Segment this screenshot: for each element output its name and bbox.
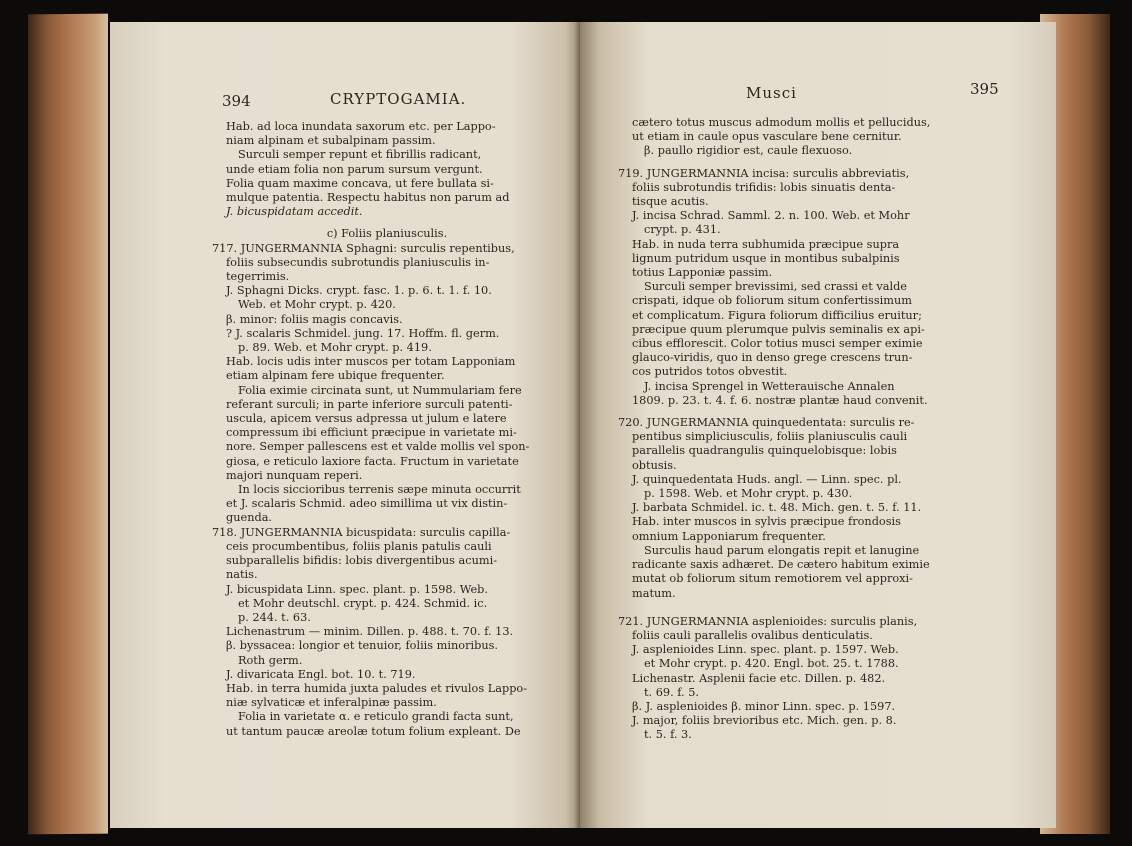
text-line: matum. <box>632 586 676 600</box>
section-heading: c) Foliis planiusculis. <box>326 227 448 241</box>
text-line: guenda. <box>226 511 273 525</box>
text-line: J. Sphagni Dicks. crypt. fasc. 1. p. 6. t. 1. f. 10. <box>226 284 492 298</box>
text-line: omnium Lapponiarum frequenter. <box>632 529 826 543</box>
text-line: Web. et Mohr crypt. p. 420. <box>238 298 396 312</box>
text-line: præcipue quum plerumque pulvis seminalis ex api- <box>632 322 925 336</box>
text-line: β. J. asplenioides β. minor Linn. spec. p. 1597. <box>632 699 896 713</box>
text-line: obtusis. <box>632 458 677 472</box>
text-line: J. incisa Schrad. Samml. 2. n. 100. Web. et Mohr <box>632 209 910 223</box>
text-line: ut tantum paucæ areolæ totum folium expleant. De <box>226 724 521 738</box>
text-line: β. minor: foliis magis concavis. <box>226 312 403 326</box>
text-line: J. bicuspidata Linn. spec. plant. p. 1598. Web. <box>226 582 488 596</box>
text-line: nore. Semper pallescens est et valde mollis vel spon- <box>226 440 530 454</box>
text-line: Hab. in terra humida juxta paludes et rivulos Lappo- <box>226 681 528 695</box>
text-line: radicante saxis adhæret. De cætero habitum eximie <box>632 558 930 572</box>
text-line: Folia quam maxime concava, ut fere bullata si- <box>226 176 494 190</box>
right-page <box>580 22 1056 828</box>
text-line: cos putridos totos obvestit. <box>632 365 788 379</box>
text-line: pentibus simpliciusculis, foliis planiusculis cauli <box>632 430 908 444</box>
text-line: ut etiam in caule opus vasculare bene cernitur. <box>632 130 902 144</box>
text-line: Hab. ad loca inundata saxorum etc. per Lappo- <box>226 120 496 133</box>
text-line: cibus efflorescit. Color totius musci semper eximie <box>632 337 923 351</box>
text-line: 1809. p. 23. t. 4. f. 6. nostræ plantæ haud convenit. <box>632 393 928 407</box>
right-text-column <box>618 116 1018 743</box>
text-line: J. bicuspidatam accedit. <box>226 205 363 219</box>
species-heading: 717. JUNGERMANNIA Sphagni: surculis repentibus, <box>212 241 515 255</box>
text-line: Folia in varietate α. e reticulo grandi facta sunt, <box>238 710 514 724</box>
text-line: et complicatum. Figura foliorum difficilius eruitur; <box>632 308 922 322</box>
text-line: Surculi semper brevissimi, sed crassi et valde <box>644 280 907 294</box>
text-line: Hab. locis udis inter muscos per totam Lapponiam <box>226 355 516 369</box>
text-line: foliis subrotundis trifidis: lobis sinuatis denta- <box>632 180 896 194</box>
text-line: etiam alpinam fere ubique frequenter. <box>226 369 445 383</box>
text-line: totius Lapponiæ passim. <box>632 266 773 280</box>
text-line: Lichenastr. Asplenii facie etc. Dillen. p. 482. <box>632 671 886 685</box>
text-line: J. quinquedentata Huds. angl. — Linn. spec. pl. <box>632 472 902 486</box>
text-line: Surculis haud parum elongatis repit et lanugine <box>644 543 920 557</box>
text-line: J. major, foliis brevioribus etc. Mich. gen. p. 8. <box>632 714 897 728</box>
text-line: tegerrimis. <box>226 270 290 284</box>
page-number: 395 <box>970 80 999 98</box>
text-line: niæ sylvaticæ et inferalpinæ passim. <box>226 696 437 710</box>
text-line: p. 89. Web. et Mohr crypt. p. 419. <box>238 341 432 355</box>
text-line: t. 5. f. 3. <box>644 728 692 742</box>
text-line: et J. scalaris Schmid. adeo simillima ut vix distin- <box>226 497 508 511</box>
text-line: p. 244. t. 63. <box>238 610 311 624</box>
text-line: mulque patentia. Respectu habitus non parum ad <box>226 191 510 205</box>
text-line: Surculi semper repunt et fibrillis radicant, <box>238 148 482 162</box>
species-heading: 720. JUNGERMANNIA quinquedentata: surculis re- <box>618 416 915 430</box>
text-line: uscula, apicem versus adpressa ut julum e latere <box>226 412 507 426</box>
text-line: lignum putridum usque in montibus subalpinis <box>632 251 900 265</box>
text-line: ceis procumbentibus, foliis planis patulis cauli <box>226 539 492 553</box>
text-line: compressum ibi efficiunt præcipue in varietate mi- <box>226 426 517 440</box>
text-line: β. paullo rigidior est, caule flexuoso. <box>644 144 853 158</box>
text-line: J. asplenioides Linn. spec. plant. p. 1597. Web. <box>632 643 899 657</box>
text-line: et Mohr crypt. p. 420. Engl. bot. 25. t. 1788. <box>644 657 899 671</box>
text-line: parallelis quadrangulis quinquelobisque: lobis <box>632 444 897 458</box>
page-number: 394 <box>222 92 251 110</box>
text-line: β. byssacea: longior et tenuior, foliis minoribus. <box>226 639 498 653</box>
text-line: J. barbata Schmidel. ic. t. 48. Mich. gen. t. 5. f. 11. <box>632 501 922 515</box>
species-heading: 721. JUNGERMANNIA asplenioides: surculis planis, <box>618 614 918 628</box>
running-head: Musci <box>746 84 797 102</box>
text-line: J. divaricata Engl. bot. 10. t. 719. <box>226 667 416 681</box>
text-line: glauco-viridis, quo in denso grege crescens trun- <box>632 351 913 365</box>
text-line: et Mohr deutschl. crypt. p. 424. Schmid. ic. <box>238 596 488 610</box>
text-line: referant surculi; in parte inferiore surculi patenti- <box>226 397 513 411</box>
text-line: Folia eximie circinata sunt, ut Nummulariam fere <box>238 383 522 397</box>
species-heading: 719. JUNGERMANNIA incisa: surculis abbreviatis, <box>618 166 910 180</box>
text-line: Hab. in nuda terra subhumida præcipue supra <box>632 237 900 251</box>
text-line: crypt. p. 431. <box>644 223 721 237</box>
text-line: J. incisa Sprengel in Wetterauische Annalen <box>644 379 895 393</box>
text-line: giosa, e reticulo laxiore facta. Fructum in varietate <box>226 454 519 468</box>
text-line: cætero totus muscus admodum mollis et pellucidus, <box>632 116 931 129</box>
text-line: subparallelis bifidis: lobis divergentibus acumi- <box>226 554 498 568</box>
text-line: In locis siccioribus terrenis sæpe minuta occurrit <box>238 483 521 497</box>
text-line: mutat ob foliorum situm remotiorem vel approxi- <box>632 572 913 586</box>
text-line: Hab. inter muscos in sylvis præcipue frondosis <box>632 515 901 529</box>
running-head: CRYPTOGAMIA. <box>330 90 467 108</box>
text-line: tisque acutis. <box>632 195 709 209</box>
text-line: Lichenastrum — minim. Dillen. p. 488. t. 70. f. 13. <box>226 625 514 639</box>
text-line: ? J. scalaris Schmidel. jung. 17. Hoffm. fl. germ. <box>226 326 500 340</box>
text-line: crispati, idque ob foliorum situm confertissimum <box>632 294 912 308</box>
species-heading: 718. JUNGERMANNIA bicuspidata: surculis capilla- <box>212 525 511 539</box>
left-page <box>110 22 580 828</box>
text-line: p. 1598. Web. et Mohr crypt. p. 430. <box>644 487 853 501</box>
text-line: foliis subsecundis subrotundis planiusculis in- <box>226 255 490 269</box>
text-line: t. 69. f. 5. <box>644 685 700 699</box>
text-line: foliis cauli parallelis ovalibus denticulatis. <box>632 628 873 642</box>
left-text-column <box>212 120 562 739</box>
text-line: majori nunquam reperi. <box>226 468 363 482</box>
page-edges-left <box>28 14 108 835</box>
text-line: unde etiam folia non parum sursum vergunt. <box>226 162 483 176</box>
text-line: niam alpinam et subalpinam passim. <box>226 134 436 148</box>
text-line: Roth germ. <box>238 653 303 667</box>
text-line: natis. <box>226 568 258 582</box>
